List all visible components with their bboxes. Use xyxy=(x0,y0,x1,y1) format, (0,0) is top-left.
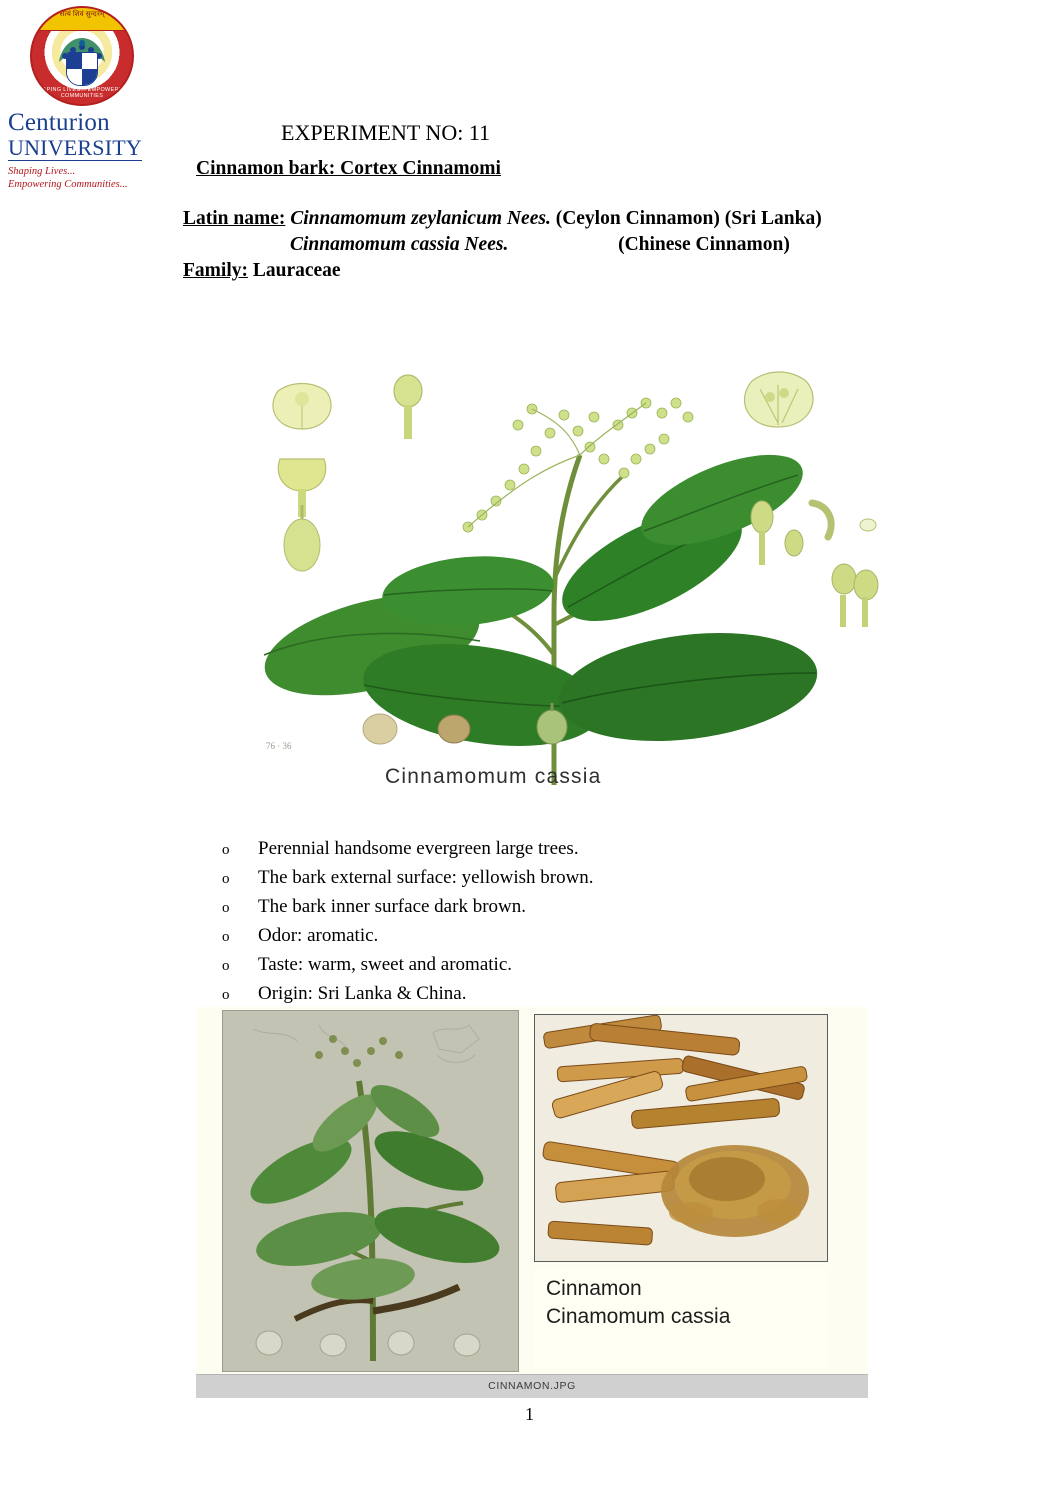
bullet-icon: o xyxy=(222,900,230,916)
latin-name-label: Latin name: xyxy=(183,208,286,229)
university-name-line1: Centurion xyxy=(8,109,110,136)
experiment-title: EXPERIMENT NO: 11 xyxy=(281,120,490,145)
latin-common-2: (Chinese Cinnamon) xyxy=(618,234,790,255)
list-item xyxy=(222,894,862,921)
cinnamon-sticks-photo-art xyxy=(535,1015,827,1261)
bullet-icon: o xyxy=(222,929,230,945)
latin-species-1: Cinnamomum zeylanicum Nees. xyxy=(290,208,551,229)
botanical-illustration xyxy=(232,355,892,795)
emblem-motto-english: SHAPING LIVES... EMPOWERING COMMUNITIES xyxy=(34,87,130,99)
list-item-label: Odor: aromatic. xyxy=(258,925,379,946)
photo-caption xyxy=(534,1269,828,1367)
photo-filename-bar xyxy=(196,1374,868,1398)
university-tagline-line1: Shaping Lives... xyxy=(8,166,76,178)
university-name-line2: UNIVERSITY xyxy=(8,135,142,161)
university-logo xyxy=(8,6,173,192)
cinnamon-sticks-photo xyxy=(534,1014,828,1262)
bullet-icon: o xyxy=(222,958,230,974)
emblem-ring xyxy=(30,6,134,106)
list-item xyxy=(222,865,862,892)
list-item xyxy=(222,981,862,1008)
photo-filename-label: CINNAMON.JPG xyxy=(488,1380,576,1392)
svg-text:76 · 36: 76 · 36 xyxy=(266,741,292,751)
page-number: 1 xyxy=(525,1404,534,1424)
photo-caption-line2: Cinamomum cassia xyxy=(546,1305,731,1328)
photo-composite-canvas xyxy=(196,1007,868,1375)
emblem-motto-sanskrit: सत्यं शिवं सुन्दरम् xyxy=(59,10,105,18)
list-item xyxy=(222,952,862,979)
family-label: Family: xyxy=(183,260,248,281)
cinnamon-plant-illustration xyxy=(232,355,892,795)
bullet-icon: o xyxy=(222,842,230,858)
photo-caption-line1: Cinnamon xyxy=(546,1277,642,1300)
latin-name-row-1 xyxy=(183,208,822,230)
list-item-label: Perennial handsome evergreen large trees. xyxy=(258,838,579,859)
characteristics-list xyxy=(222,836,862,1010)
bullet-icon: o xyxy=(222,987,230,1003)
photo-composite xyxy=(196,1007,868,1398)
page-title: Cinnamon bark: Cortex Cinnamomi xyxy=(196,158,501,179)
cinnamon-plant-photo xyxy=(222,1010,519,1372)
list-item xyxy=(222,836,862,863)
latin-common-1: (Ceylon Cinnamon) (Sri Lanka) xyxy=(555,208,822,229)
latin-species-2: Cinnamomum cassia Nees. xyxy=(290,234,509,255)
latin-name-row-2 xyxy=(290,234,790,256)
university-emblem xyxy=(22,6,144,108)
list-item-label: The bark inner surface dark brown. xyxy=(258,896,526,917)
family-value: Lauraceae xyxy=(252,260,341,281)
list-item-label: The bark external surface: yellowish brown. xyxy=(258,867,594,888)
family-row xyxy=(183,260,341,282)
list-item-label: Origin: Sri Lanka & China. xyxy=(258,983,467,1004)
cinnamon-plant-photo-art xyxy=(223,1011,518,1371)
university-tagline-line2: Empowering Communities... xyxy=(8,179,128,191)
plate-caption: Cinnamomum cassia xyxy=(385,765,602,788)
bullet-icon: o xyxy=(222,871,230,887)
list-item xyxy=(222,923,862,950)
list-item-label: Taste: warm, sweet and aromatic. xyxy=(258,954,513,975)
shield-icon xyxy=(66,52,98,86)
